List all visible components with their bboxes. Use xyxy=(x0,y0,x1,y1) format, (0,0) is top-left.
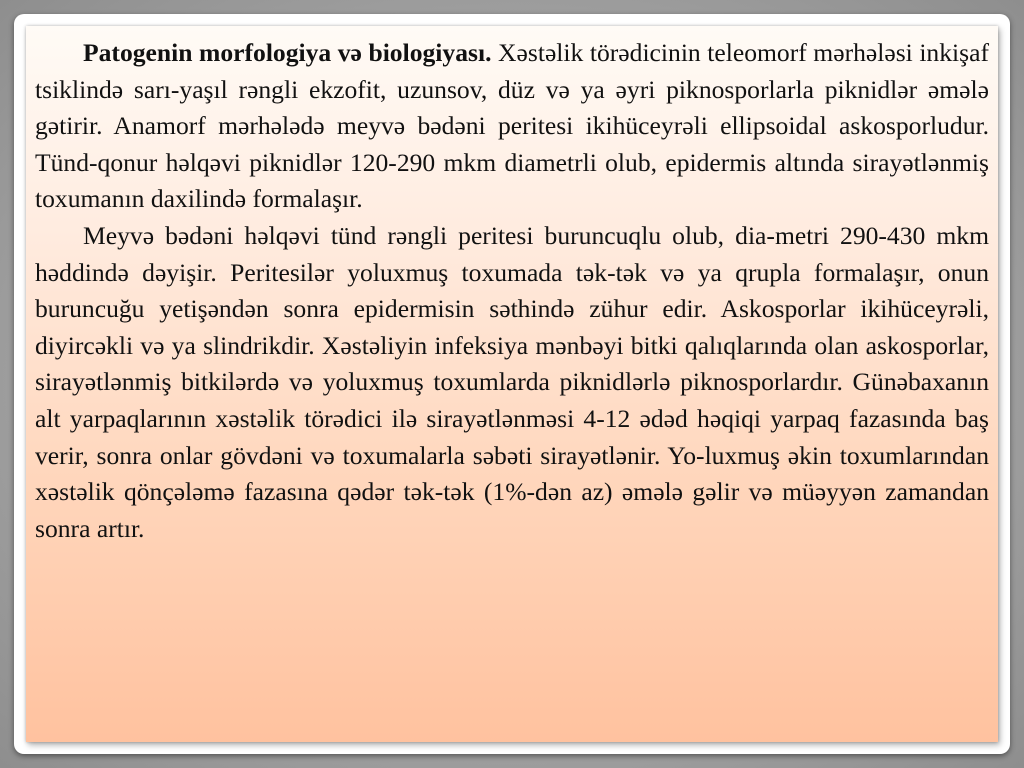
body-text xyxy=(35,35,989,547)
paragraph-1-heading: Patogenin morfologiya və biologiyası. xyxy=(83,38,492,67)
text-panel xyxy=(26,26,998,742)
paragraph-1-text: Xəstəlik törədicinin teleomorf mərhələsi inkişaf tsiklində sarı-yaşıl rəngli ekzofit, uzunsov, düz və ya əyri piknosporlarla piknidlər əmələ gətirir. Anamorf mərhələdə meyvə bədəni peritesi ikihüceyrəli ellipsoidal askosporludur. Tünd-qonur həlqəvi piknidlər 120-290 mkm diametrli olub, epidermis altında sirayətlənmiş toxumanın daxilində formalaşır. xyxy=(35,38,989,214)
paragraph-1 xyxy=(35,35,989,218)
paragraph-2-text: Meyvə bədəni həlqəvi tünd rəngli peritesi buruncuqlu olub, dia-metri 290-430 mkm həddində dəyişir. Peritesilər yoluxmuş toxumada tək-tək və ya qrupla formalaşır, onun buruncuğu yetişəndən sonra epidermisin səthində zühur edir. Askosporlar ikihüceyrəli, diyircəkli və ya slindrikdir. Xəstəliyin infeksiya mənbəyi bitki qalıqlarında olan askosporlar, sirayətlənmiş bitkilərdə və yoluxmuş toxumlarda piknidlərlə piknosporlardır. Günəbaxanın alt yarpaqlarının xəstəlik törədici ilə sirayətlənməsi 4-12 ədəd həqiqi yarpaq fazasında baş verir, sonra onlar gövdəni və toxumalarla səbəti sirayətlənir. Yo-luxmuş əkin toxumlarından xəstəlik qönçələmə fazasına qədər tək-tək (1%-dən az) əmələ gəlir və müəyyən zamandan sonra artır. xyxy=(35,220,989,543)
paragraph-2 xyxy=(35,218,989,547)
